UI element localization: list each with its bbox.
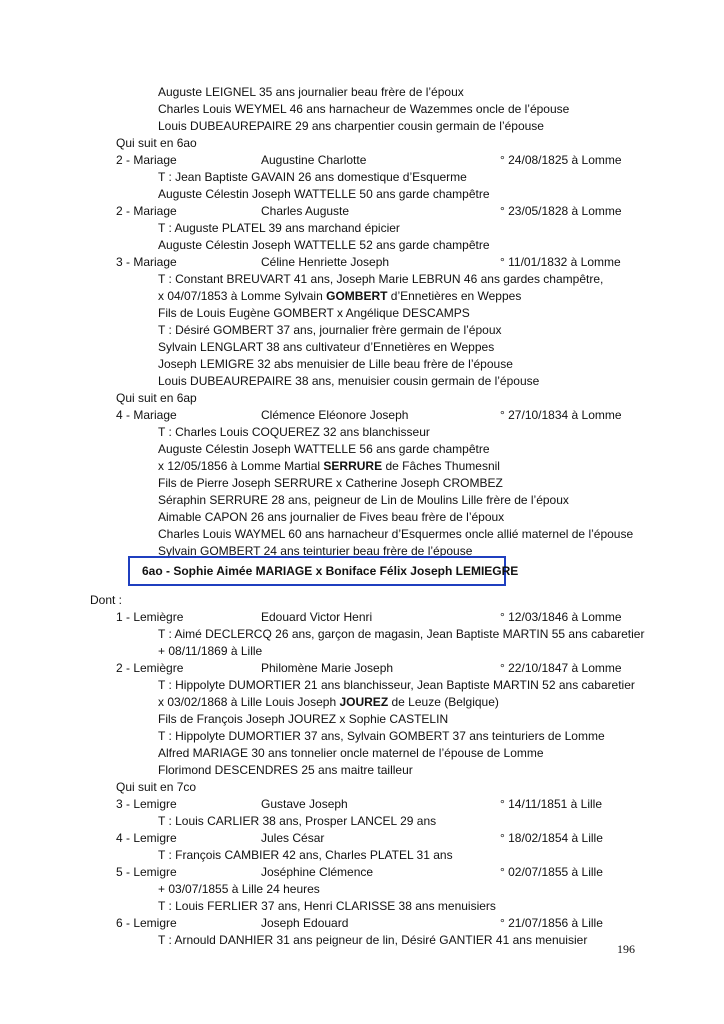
text-line: T : Arnould DANHIER 31 ans peigneur de lin, Désiré GANTIER 41 ans menuisier bbox=[158, 933, 588, 947]
text-line: Auguste LEIGNEL 35 ans journalier beau frère de l’époux bbox=[158, 85, 464, 99]
entry-birth: ° 23/05/1828 à Lomme bbox=[500, 204, 622, 218]
text-line: Charles Louis WAYMEL 60 ans harnacheur d’Esquermes oncle allié maternel de l’épouse bbox=[158, 527, 634, 541]
text-line: Florimond DESCENDRES 25 ans maitre tailleur bbox=[158, 763, 413, 777]
entry-rank: 2 - Lemiègre bbox=[116, 661, 184, 675]
text-line: Qui suit en 6ao bbox=[116, 136, 197, 150]
spouse-surname: JOUREZ bbox=[339, 695, 389, 709]
line-text: x 03/02/1868 à Lille Louis Joseph bbox=[158, 695, 340, 709]
text-line: Qui suit en 7co bbox=[116, 780, 197, 794]
entry-birth: ° 22/10/1847 à Lomme bbox=[500, 661, 622, 675]
text-line: Louis DUBEAUREPAIRE 38 ans, menuisier cousin germain de l’épouse bbox=[158, 374, 540, 388]
entry-rank: 4 - Lemigre bbox=[116, 831, 177, 845]
text-line: T : Auguste PLATEL 39 ans marchand épicier bbox=[158, 221, 400, 235]
entry-given-names: Augustine Charlotte bbox=[261, 153, 367, 167]
entry-given-names: Joséphine Clémence bbox=[261, 865, 374, 879]
line-text: x 04/07/1853 à Lomme Sylvain bbox=[158, 289, 327, 303]
text-line: Fils de François Joseph JOUREZ x Sophie CASTELIN bbox=[158, 712, 449, 726]
text-line: Alfred MARIAGE 30 ans tonnelier oncle maternel de l’épouse de Lomme bbox=[158, 746, 544, 760]
text-line: Sylvain LENGLART 38 ans cultivateur d’Ennetières en Weppes bbox=[158, 340, 495, 354]
text-line: T : Jean Baptiste GAVAIN 26 ans domestique d’Esquerme bbox=[158, 170, 467, 184]
text-line: Sylvain GOMBERT 24 ans teinturier beau frère de l’épouse bbox=[158, 544, 473, 558]
entry-given-names: Charles Auguste bbox=[261, 204, 350, 218]
entry-given-names: Joseph Edouard bbox=[261, 916, 349, 930]
text-line: Qui suit en 6ap bbox=[116, 391, 197, 405]
entry-birth: ° 21/07/1856 à Lille bbox=[500, 916, 603, 930]
text-line: + 08/11/1869 à Lille bbox=[158, 644, 263, 658]
text-line: Auguste Célestin Joseph WATTELLE 52 ans garde champêtre bbox=[158, 238, 490, 252]
text-line: Louis DUBEAUREPAIRE 29 ans charpentier cousin germain de l’épouse bbox=[158, 119, 544, 133]
entry-rank: 3 - Lemigre bbox=[116, 797, 177, 811]
text-line bbox=[158, 458, 500, 475]
entry-birth: ° 02/07/1855 à Lille bbox=[500, 865, 603, 879]
text-line: T : Charles Louis COQUEREZ 32 ans blanchisseur bbox=[158, 425, 430, 439]
entry-rank: 4 - Mariage bbox=[116, 408, 177, 422]
entry-given-names: Philomène Marie Joseph bbox=[261, 661, 394, 675]
entry-rank: 1 - Lemiègre bbox=[116, 610, 184, 624]
text-line: T : Louis CARLIER 38 ans, Prosper LANCEL 29 ans bbox=[158, 814, 437, 828]
text-line: T : Désiré GOMBERT 37 ans, journalier frère germain de l’époux bbox=[158, 323, 502, 337]
line-text: de Leuze (Belgique) bbox=[388, 695, 499, 709]
text-line: Auguste Célestin Joseph WATTELLE 56 ans garde champêtre bbox=[158, 442, 490, 456]
text-line: Charles Louis WEYMEL 46 ans harnacheur de Wazemmes oncle de l’épouse bbox=[158, 102, 570, 116]
entry-rank: 2 - Mariage bbox=[116, 204, 177, 218]
line-text: de Fâches Thumesnil bbox=[382, 459, 500, 473]
entry-given-names: Gustave Joseph bbox=[261, 797, 348, 811]
entry-birth: ° 24/08/1825 à Lomme bbox=[500, 153, 622, 167]
entry-given-names: Edouard Victor Henri bbox=[261, 610, 373, 624]
text-line: T : François CAMBIER 42 ans, Charles PLATEL 31 ans bbox=[158, 848, 453, 862]
entry-rank: 6 - Lemigre bbox=[116, 916, 177, 930]
text-line: T : Hippolyte DUMORTIER 37 ans, Sylvain GOMBERT 37 ans teinturiers de Lomme bbox=[158, 729, 605, 743]
entry-given-names: Clémence Eléonore Joseph bbox=[261, 408, 409, 422]
line-text: d’Ennetières en Weppes bbox=[387, 289, 522, 303]
spouse-surname: GOMBERT bbox=[326, 289, 388, 303]
text-line bbox=[158, 288, 521, 305]
entry-given-names: Jules César bbox=[261, 831, 325, 845]
section-title: 6ao - Sophie Aimée MARIAGE x Boniface Félix Joseph LEMIEGRE bbox=[142, 564, 519, 578]
line-text: x 12/05/1856 à Lomme Martial bbox=[158, 459, 324, 473]
spouse-surname: SERRURE bbox=[323, 459, 383, 473]
text-line: Auguste Célestin Joseph WATTELLE 50 ans garde champêtre bbox=[158, 187, 490, 201]
entry-birth: ° 11/01/1832 à Lomme bbox=[500, 255, 621, 269]
text-line: Dont : bbox=[90, 593, 123, 607]
entry-birth: ° 27/10/1834 à Lomme bbox=[500, 408, 622, 422]
text-line: T : Aimé DECLERCQ 26 ans, garçon de magasin, Jean Baptiste MARTIN 55 ans cabaretier bbox=[158, 627, 645, 641]
entry-birth: ° 14/11/1851 à Lille bbox=[500, 797, 602, 811]
text-line: T : Constant BREUVART 41 ans, Joseph Marie LEBRUN 46 ans gardes champêtre, bbox=[158, 272, 604, 286]
section-title-box bbox=[128, 556, 519, 586]
entry-given-names: Céline Henriette Joseph bbox=[261, 255, 390, 269]
entry-rank: 2 - Mariage bbox=[116, 153, 177, 167]
text-line: Fils de Pierre Joseph SERRURE x Catherine Joseph CROMBEZ bbox=[158, 476, 503, 490]
text-line: Joseph LEMIGRE 32 abs menuisier de Lille beau frère de l’épouse bbox=[158, 357, 513, 371]
entry-birth: ° 12/03/1846 à Lomme bbox=[500, 610, 622, 624]
text-line: T : Louis FERLIER 37 ans, Henri CLARISSE 38 ans menuisiers bbox=[158, 899, 496, 913]
entry-birth: ° 18/02/1854 à Lille bbox=[500, 831, 603, 845]
text-line: Fils de Louis Eugène GOMBERT x Angélique DESCAMPS bbox=[158, 306, 470, 320]
text-line: + 03/07/1855 à Lille 24 heures bbox=[158, 882, 320, 896]
entry-rank: 3 - Mariage bbox=[116, 255, 177, 269]
text-line: Séraphin SERRURE 28 ans, peigneur de Lin de Moulins Lille frère de l’époux bbox=[158, 493, 569, 507]
text-line: T : Hippolyte DUMORTIER 21 ans blanchisseur, Jean Baptiste MARTIN 52 ans cabaretier bbox=[158, 678, 635, 692]
page-number: 196 bbox=[617, 942, 635, 956]
text-line bbox=[158, 694, 499, 711]
text-line: Aimable CAPON 26 ans journalier de Fives beau frère de l’époux bbox=[158, 510, 505, 524]
entry-rank: 5 - Lemigre bbox=[116, 865, 177, 879]
